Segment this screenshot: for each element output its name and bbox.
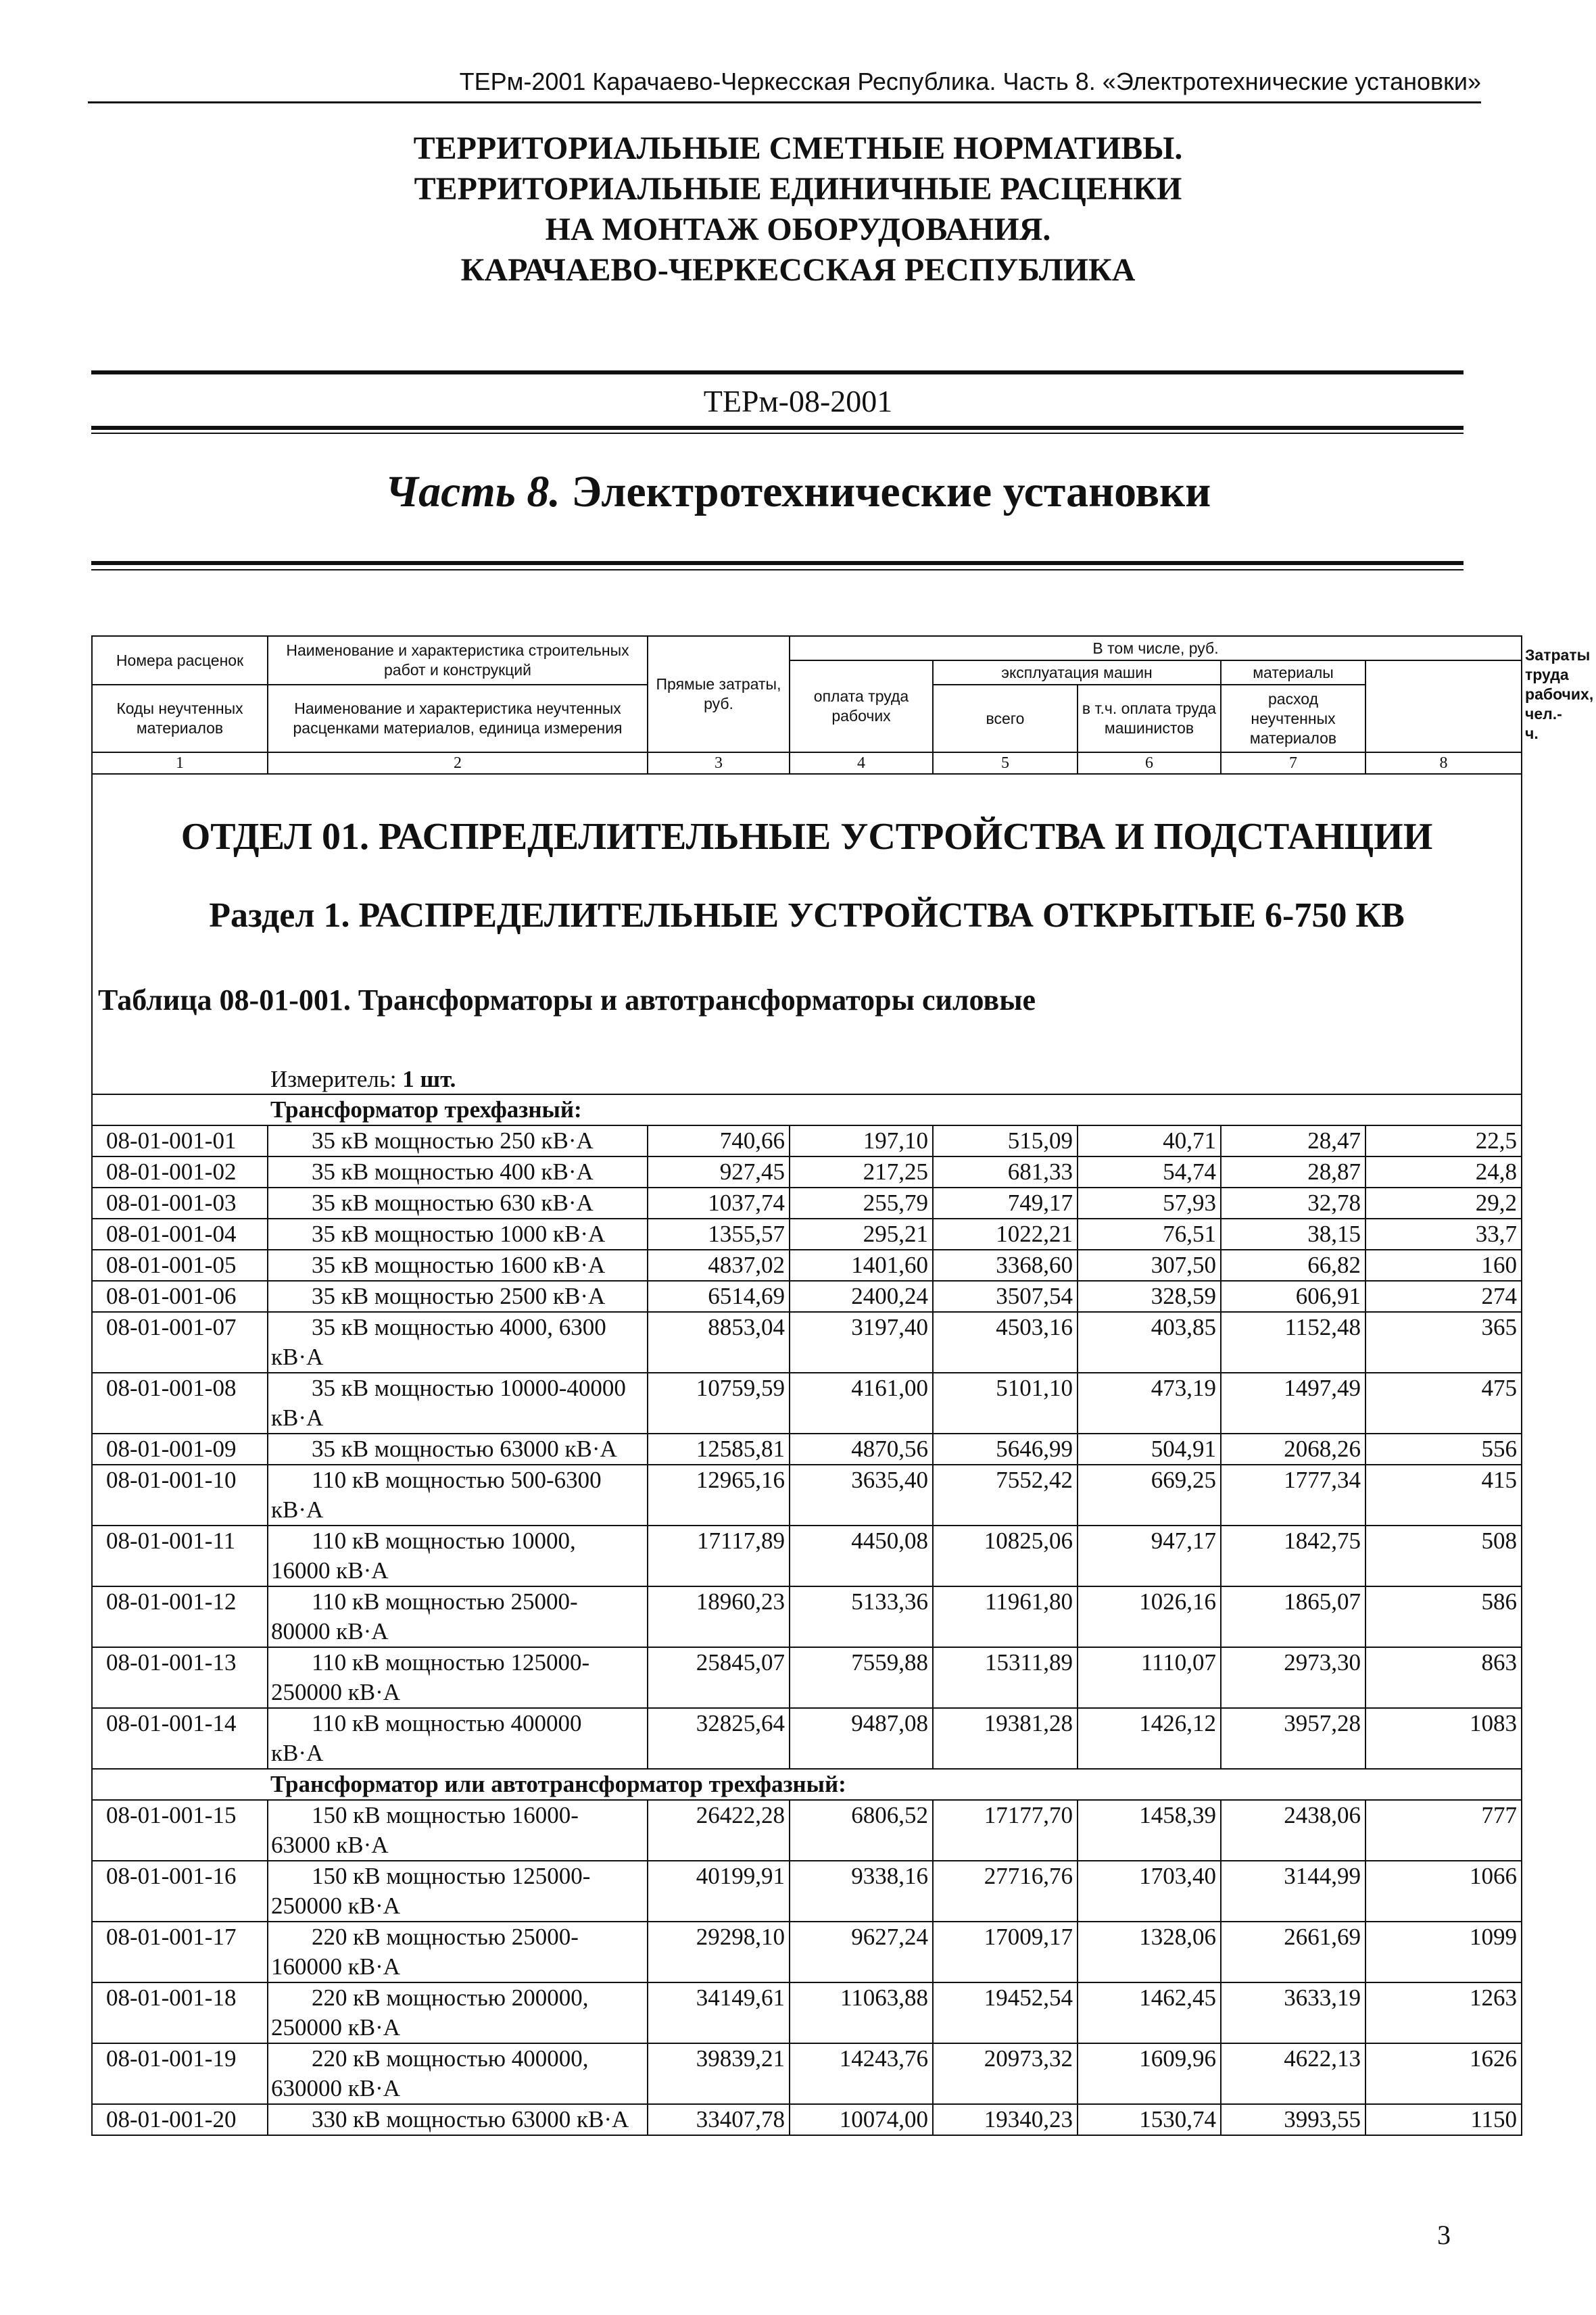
direct-costs: 32825,64 <box>648 1708 790 1769</box>
labor-hours: 1626 <box>1365 2043 1522 2104</box>
rate-code: 08-01-001-09 <box>92 1434 268 1465</box>
header-machinist-wages: в т.ч. оплата труда машинистов <box>1078 685 1221 752</box>
work-description-line: 110 кВ мощностью 500-6300 <box>312 1467 602 1493</box>
work-description <box>268 1586 648 1647</box>
table-row <box>92 2043 1522 2104</box>
materials: 2068,26 <box>1221 1434 1365 1465</box>
labor-hours: 1150 <box>1365 2104 1522 2135</box>
table-row <box>92 1861 1522 1922</box>
machinist-wages: 669,25 <box>1078 1465 1221 1526</box>
header-materials: материалы <box>1221 660 1365 685</box>
workers-wages: 4450,08 <box>790 1526 933 1586</box>
materials: 2661,69 <box>1221 1922 1365 1982</box>
rate-code: 08-01-001-19 <box>92 2043 268 2104</box>
labor-hours: 1263 <box>1365 1982 1522 2043</box>
title-line: ТЕРРИТОРИАЛЬНЫЕ ЕДИНИЧНЫЕ РАСЦЕНКИ <box>414 171 1182 207</box>
workers-wages: 9487,08 <box>790 1708 933 1769</box>
machinist-wages: 504,91 <box>1078 1434 1221 1465</box>
work-description-line: 35 кВ мощностью 250 кВ·А <box>312 1127 594 1154</box>
workers-wages: 4161,00 <box>790 1373 933 1434</box>
divider <box>91 370 1464 374</box>
group-row <box>92 1769 1522 1800</box>
page-number: 3 <box>1437 2220 1451 2250</box>
work-description-line: 35 кВ мощностью 1600 кВ·А <box>312 1252 606 1278</box>
direct-costs: 740,66 <box>648 1125 790 1156</box>
direct-costs: 33407,78 <box>648 2104 790 2135</box>
workers-wages: 14243,76 <box>790 2043 933 2104</box>
machinist-wages: 947,17 <box>1078 1526 1221 1586</box>
work-description-line: 35 кВ мощностью 10000-40000 <box>312 1375 626 1401</box>
labor-hours: 29,2 <box>1365 1188 1522 1219</box>
materials: 4622,13 <box>1221 2043 1365 2104</box>
materials: 66,82 <box>1221 1250 1365 1281</box>
workers-wages: 4870,56 <box>790 1434 933 1465</box>
machinist-wages: 54,74 <box>1078 1156 1221 1188</box>
machinist-wages: 403,85 <box>1078 1312 1221 1373</box>
part-prefix: Часть 8. <box>385 467 560 516</box>
rate-code: 08-01-001-10 <box>92 1465 268 1526</box>
direct-costs: 17117,89 <box>648 1526 790 1586</box>
column-number: 8 <box>1365 752 1522 774</box>
materials: 1842,75 <box>1221 1526 1365 1586</box>
machines-total: 10825,06 <box>933 1526 1078 1586</box>
machines-total: 1022,21 <box>933 1219 1078 1250</box>
work-description-line: 110 кВ мощностью 125000- <box>312 1649 590 1676</box>
workers-wages: 9338,16 <box>790 1861 933 1922</box>
machinist-wages: 1530,74 <box>1078 2104 1221 2135</box>
machines-total: 19452,54 <box>933 1982 1078 2043</box>
work-description <box>268 1861 648 1922</box>
direct-costs: 1355,57 <box>648 1219 790 1250</box>
work-description <box>268 1373 648 1434</box>
work-description-line: кВ·А <box>271 1405 324 1431</box>
materials: 28,47 <box>1221 1125 1365 1156</box>
labor-hours: 1066 <box>1365 1861 1522 1922</box>
table-row <box>92 1188 1522 1219</box>
work-description <box>268 1125 648 1156</box>
column-number: 1 <box>92 752 268 774</box>
table-row <box>92 1708 1522 1769</box>
part-name: Электротехнические установки <box>571 467 1211 516</box>
labor-hours: 415 <box>1365 1465 1522 1526</box>
labor-hours: 365 <box>1365 1312 1522 1373</box>
machines-total: 15311,89 <box>933 1647 1078 1708</box>
work-description <box>268 1647 648 1708</box>
work-description-line: 35 кВ мощностью 2500 кВ·А <box>312 1283 606 1309</box>
column-number: 6 <box>1078 752 1221 774</box>
materials: 1497,49 <box>1221 1373 1365 1434</box>
work-description <box>268 1434 648 1465</box>
direct-costs: 26422,28 <box>648 1800 790 1861</box>
table-row <box>92 1982 1522 2043</box>
labor-hours: 586 <box>1365 1586 1522 1647</box>
header-material-codes: Коды неучтенных материалов <box>92 685 268 752</box>
machinist-wages: 328,59 <box>1078 1281 1221 1312</box>
workers-wages: 7559,88 <box>790 1647 933 1708</box>
table-row <box>92 1373 1522 1434</box>
running-header: ТЕРм-2001 Карачаево-Черкесская Республика. Часть 8. «Электротехнические установки» <box>88 68 1481 103</box>
rate-code: 08-01-001-08 <box>92 1373 268 1434</box>
work-description-line: 150 кВ мощностью 125000- <box>312 1863 591 1889</box>
header-works-name: Наименование и характеристика строительных работ и конструкций <box>268 636 648 685</box>
labor-hours: 1083 <box>1365 1708 1522 1769</box>
machinist-wages: 40,71 <box>1078 1125 1221 1156</box>
machines-total: 19340,23 <box>933 2104 1078 2135</box>
materials: 32,78 <box>1221 1188 1365 1219</box>
table-row <box>92 1156 1522 1188</box>
materials: 1152,48 <box>1221 1312 1365 1373</box>
rate-code: 08-01-001-17 <box>92 1922 268 1982</box>
direct-costs: 34149,61 <box>648 1982 790 2043</box>
work-description <box>268 1526 648 1586</box>
materials: 28,87 <box>1221 1156 1365 1188</box>
labor-hours: 475 <box>1365 1373 1522 1434</box>
rate-code: 08-01-001-07 <box>92 1312 268 1373</box>
work-description-line: 250000 кВ·А <box>271 1679 401 1705</box>
work-description-line: 35 кВ мощностью 630 кВ·А <box>312 1190 594 1216</box>
direct-costs: 6514,69 <box>648 1281 790 1312</box>
work-description <box>268 1281 648 1312</box>
table-row <box>92 1219 1522 1250</box>
workers-wages: 9627,24 <box>790 1922 933 1982</box>
column-number: 4 <box>790 752 933 774</box>
table-row <box>92 1800 1522 1861</box>
labor-hours: 508 <box>1365 1526 1522 1586</box>
work-description-line: 63000 кВ·А <box>271 1832 389 1858</box>
workers-wages: 255,79 <box>790 1188 933 1219</box>
workers-wages: 6806,52 <box>790 1800 933 1861</box>
rate-code: 08-01-001-12 <box>92 1586 268 1647</box>
work-description <box>268 1219 648 1250</box>
rate-code: 08-01-001-18 <box>92 1982 268 2043</box>
rate-code: 08-01-001-04 <box>92 1219 268 1250</box>
work-description <box>268 1922 648 1982</box>
rate-code: 08-01-001-16 <box>92 1861 268 1922</box>
labor-hours: 274 <box>1365 1281 1522 1312</box>
workers-wages: 10074,00 <box>790 2104 933 2135</box>
labor-hours: 33,7 <box>1365 1219 1522 1250</box>
document-code: ТЕРм-08-2001 <box>703 384 893 418</box>
labor-hours: 24,8 <box>1365 1156 1522 1188</box>
materials: 2973,30 <box>1221 1647 1365 1708</box>
direct-costs: 4837,02 <box>648 1250 790 1281</box>
direct-costs: 25845,07 <box>648 1647 790 1708</box>
machinist-wages: 307,50 <box>1078 1250 1221 1281</box>
column-number: 7 <box>1221 752 1365 774</box>
work-description-line: 35 кВ мощностью 4000, 6300 <box>312 1314 606 1340</box>
workers-wages: 5133,36 <box>790 1586 933 1647</box>
machines-total: 17177,70 <box>933 1800 1078 1861</box>
table-row <box>92 2104 1522 2135</box>
materials: 3993,55 <box>1221 2104 1365 2135</box>
materials: 3633,19 <box>1221 1982 1365 2043</box>
labor-hours: 22,5 <box>1365 1125 1522 1156</box>
materials: 3144,99 <box>1221 1861 1365 1922</box>
work-description <box>268 1250 648 1281</box>
table-row <box>92 1250 1522 1281</box>
work-description <box>268 1708 648 1769</box>
unit-label: Измеритель: <box>270 1066 397 1092</box>
header-materials-consumption: расход неучтенных материалов <box>1221 685 1365 752</box>
machines-total: 3368,60 <box>933 1250 1078 1281</box>
rate-code: 08-01-001-03 <box>92 1188 268 1219</box>
direct-costs: 12965,16 <box>648 1465 790 1526</box>
machinist-wages: 473,19 <box>1078 1373 1221 1434</box>
table-row <box>92 1465 1522 1526</box>
rate-code: 08-01-001-14 <box>92 1708 268 1769</box>
header-wages: оплата труда рабочих <box>790 660 933 752</box>
materials: 1777,34 <box>1221 1465 1365 1526</box>
labor-hours: 777 <box>1365 1800 1522 1861</box>
work-description <box>268 1156 648 1188</box>
work-description-line: 250000 кВ·А <box>271 1893 401 1919</box>
title-line: НА МОНТАЖ ОБОРУДОВАНИЯ. <box>545 212 1051 247</box>
table-body <box>92 1094 1522 2135</box>
machines-total: 749,17 <box>933 1188 1078 1219</box>
work-description-line: 110 кВ мощностью 25000- <box>312 1588 578 1615</box>
machines-total: 20973,32 <box>933 2043 1078 2104</box>
machinist-wages: 1110,07 <box>1078 1647 1221 1708</box>
direct-costs: 8853,04 <box>648 1312 790 1373</box>
materials: 606,91 <box>1221 1281 1365 1312</box>
machines-total: 4503,16 <box>933 1312 1078 1373</box>
workers-wages: 197,10 <box>790 1125 933 1156</box>
table-row <box>92 1312 1522 1373</box>
work-description-line: 16000 кВ·А <box>271 1557 389 1584</box>
materials: 3957,28 <box>1221 1708 1365 1769</box>
labor-hours: 160 <box>1365 1250 1522 1281</box>
divider <box>91 426 1464 430</box>
work-description-line: 35 кВ мощностью 400 кВ·А <box>312 1159 594 1185</box>
document-title <box>0 128 1596 291</box>
work-description-line: 220 кВ мощностью 200000, <box>312 1984 589 2011</box>
machines-total: 7552,42 <box>933 1465 1078 1526</box>
work-description <box>268 1312 648 1373</box>
machines-total: 681,33 <box>933 1156 1078 1188</box>
divider <box>91 569 1464 570</box>
machinist-wages: 1609,96 <box>1078 2043 1221 2104</box>
machinist-wages: 1703,40 <box>1078 1861 1221 1922</box>
group-row <box>92 1094 1522 1125</box>
column-number: 2 <box>268 752 648 774</box>
division-heading: ОТДЕЛ 01. РАСПРЕДЕЛИТЕЛЬНЫЕ УСТРОЙСТВА И ПОДСТАНЦИИ <box>180 816 1433 858</box>
machines-total: 19381,28 <box>933 1708 1078 1769</box>
rate-code: 08-01-001-15 <box>92 1800 268 1861</box>
header-direct-costs: Прямые затраты, руб. <box>648 636 790 752</box>
divider <box>91 561 1464 565</box>
table-row <box>92 1647 1522 1708</box>
work-description-line: 250000 кВ·А <box>271 2014 401 2041</box>
header-machines: эксплуатация машин <box>933 660 1221 685</box>
table-row <box>92 1434 1522 1465</box>
work-description <box>268 1465 648 1526</box>
machinist-wages: 76,51 <box>1078 1219 1221 1250</box>
rate-code: 08-01-001-20 <box>92 2104 268 2135</box>
work-description-line: кВ·А <box>271 1496 324 1523</box>
work-description-line: кВ·А <box>271 1344 324 1370</box>
rate-code: 08-01-001-01 <box>92 1125 268 1156</box>
section-heading: Раздел 1. РАСПРЕДЕЛИТЕЛЬНЫЕ УСТРОЙСТВА ОТКРЫТЫЕ 6-750 КВ <box>209 896 1405 935</box>
header-rate-numbers: Номера расценок <box>92 636 268 685</box>
work-description-line: 80000 кВ·А <box>271 1618 389 1644</box>
title-line: ТЕРРИТОРИАЛЬНЫЕ СМЕТНЫЕ НОРМАТИВЫ. <box>413 130 1183 166</box>
column-number: 3 <box>648 752 790 774</box>
workers-wages: 1401,60 <box>790 1250 933 1281</box>
work-description-line: 330 кВ мощностью 63000 кВ·А <box>312 2106 629 2133</box>
work-description <box>268 1800 648 1861</box>
work-description <box>268 1982 648 2043</box>
machinist-wages: 57,93 <box>1078 1188 1221 1219</box>
machinist-wages: 1328,06 <box>1078 1922 1221 1982</box>
divider <box>91 433 1464 434</box>
column-number: 5 <box>933 752 1078 774</box>
rate-code: 08-01-001-11 <box>92 1526 268 1586</box>
work-description <box>268 2104 648 2135</box>
work-description <box>268 1188 648 1219</box>
table-row <box>92 1125 1522 1156</box>
machines-total: 11961,80 <box>933 1586 1078 1647</box>
labor-hours: 1099 <box>1365 1922 1522 1982</box>
direct-costs: 18960,23 <box>648 1586 790 1647</box>
work-description-line: 35 кВ мощностью 63000 кВ·А <box>312 1436 617 1462</box>
workers-wages: 295,21 <box>790 1219 933 1250</box>
work-description-line: кВ·А <box>271 1740 324 1766</box>
machinist-wages: 1026,16 <box>1078 1586 1221 1647</box>
labor-hours: 863 <box>1365 1647 1522 1708</box>
rate-code: 08-01-001-02 <box>92 1156 268 1188</box>
work-description-line: 110 кВ мощностью 400000 <box>312 1710 582 1736</box>
direct-costs: 10759,59 <box>648 1373 790 1434</box>
direct-costs: 40199,91 <box>648 1861 790 1922</box>
work-description <box>268 2043 648 2104</box>
machines-total: 5101,10 <box>933 1373 1078 1434</box>
work-description-line: 220 кВ мощностью 25000- <box>312 1924 579 1950</box>
work-description-line: 160000 кВ·А <box>271 1953 401 1980</box>
workers-wages: 217,25 <box>790 1156 933 1188</box>
machinist-wages: 1426,12 <box>1078 1708 1221 1769</box>
machines-total: 17009,17 <box>933 1922 1078 1982</box>
machines-total: 5646,99 <box>933 1434 1078 1465</box>
work-description-line: 35 кВ мощностью 1000 кВ·А <box>312 1221 606 1247</box>
workers-wages: 2400,24 <box>790 1281 933 1312</box>
materials: 2438,06 <box>1221 1800 1365 1861</box>
section-block <box>92 774 1522 1065</box>
column-numbers-row <box>92 752 1522 774</box>
workers-wages: 3635,40 <box>790 1465 933 1526</box>
direct-costs: 927,45 <box>648 1156 790 1188</box>
group-title: Трансформатор трехфазный: <box>268 1094 1522 1125</box>
rate-code: 08-01-001-13 <box>92 1647 268 1708</box>
rates-table: Номера расценок Наименование и характеристика строительных работ и конструкций Прямые затраты, руб. В том числе, руб. Затраты труда рабочих, чел.-ч. оплата труда рабочих эксплуатация машин материалы Коды неучтенных материалов Наименование и характеристика неучтенных расценками материалов, единица измерения всего в т.ч. оплата труда машинистов расход неучтенных материалов 1 2 3 4 5 6 7 8 ОТДЕЛ 01. РАСПРЕДЕЛИТЕЛЬНЫЕ УСТРОЙСТВА И ПОДСТАНЦИИ Раздел 1. РАСПРЕДЕЛИТЕЛЬНЫЕ УСТРОЙСТВА ОТКРЫТЫЕ 6-750 КВ Таблица 08-01-001. Трансформаторы и автотрансформаторы силовые Измеритель: 1 шт. Трансформатор трехфазный: 08-01-001-01 35 кВ мощностью 250 кВ·А 740,66 197,10 515,09 40,71 28,47 22,5 08-01-001-02 35 кВ мощностью 400 кВ·А 927,45 217,25 681,33 54,74 28,87 24,8 08-01-001-03 35 кВ мощностью 630 кВ·А 1037,74 255,79 749,17 57,93 32,78 29,2 08-01-001-04 35 кВ мощностью 1000 кВ·А 1355,57 295,21 1022,21 76,51 38,15 33,7 08-01-001-05 35 кВ мощностью 1600 кВ·А 4837,02 1401,60 3368,60 307,50 66,82 160 08-01-001-06 35 кВ мощностью 2500 кВ·А 6514,69 2400,24 3507,54 328,59 606,91 274 08-01-001-07 35 кВ мощностью 4000, 6300 кВ·А 8853,04 3197,40 4503,16 403,85 1152,48 365 08-01-001-08 35 кВ мощностью 10000-40000 кВ·А 10759,59 4161,00 5101,10 473,19 1497,49 475 08-01-001-09 35 кВ мощностью 63000 кВ·А 12585,81 4870,56 5646,99 504,91 2068,26 556 08-01-001-10 110 кВ мощностью 500-6300 кВ·А 12965,16 3635,40 7552,42 669,25 1777,34 415 08-01-001-11 110 кВ мощностью 10000, 16000 кВ·А 17117,89 4450,08 10825,06 947,17 1842,75 508 08-01-001-12 110 кВ мощностью 25000- 80000 кВ·А 18960,23 5133,36 11961,80 1026,16 1865,07 586 08-01-001-13 110 кВ мощностью 125000- 250000 кВ·А 25845,07 7559,88 15311,89 1110,07 2973,30 863 08-01-001-14 110 кВ мощностью 400000 кВ·А 32825,64 9487,08 19381,28 1426,12 3957,28 1083 Трансформатор или автотрансформатор трехфазный: 08-01-001-15 150 кВ мощностью 16000- 63000 кВ·А 26422,28 6806,52 17177,70 1458,39 2438,06 777 08-01-001-16 150 кВ мощностью 125000- 250000 кВ·А 40199,91 9338,16 27716,76 1703,40 3144,99 1066 08-01-001-17 220 кВ мощностью 25000- 160000 кВ·А 29298,10 9627,24 17009,17 1328,06 2661,69 1099 08-01-001-18 220 кВ мощностью 200000, 250000 кВ·А 34149,61 11063,88 19452,54 1462,45 3633,19 1263 08-01-001-19 220 кВ мощностью 400000, 630000 кВ·А 39839,21 14243,76 20973,32 1609,96 4622,13 1626 08-01-001-20 330 кВ мощностью 63000 кВ·А 33407,78 10074,00 19340,23 1530,74 3993,55 1150 <box>91 635 1522 2136</box>
direct-costs: 29298,10 <box>648 1922 790 1982</box>
work-description-line: 150 кВ мощностью 16000- <box>312 1802 579 1828</box>
table-row <box>92 1922 1522 1982</box>
labor-hours: 556 <box>1365 1434 1522 1465</box>
rate-code: 08-01-001-06 <box>92 1281 268 1312</box>
header-materials-name: Наименование и характеристика неучтенных расценками материалов, единица измерения <box>268 685 648 752</box>
direct-costs: 1037,74 <box>648 1188 790 1219</box>
work-description-line: 110 кВ мощностью 10000, <box>312 1528 576 1554</box>
machines-total: 27716,76 <box>933 1861 1078 1922</box>
direct-costs: 39839,21 <box>648 2043 790 2104</box>
unit-of-measure <box>268 1065 1522 1094</box>
direct-costs: 12585,81 <box>648 1434 790 1465</box>
part-title <box>0 466 1596 518</box>
materials: 38,15 <box>1221 1219 1365 1250</box>
machinist-wages: 1458,39 <box>1078 1800 1221 1861</box>
table-row <box>92 1526 1522 1586</box>
group-title: Трансформатор или автотрансформатор трехфазный: <box>268 1769 1522 1800</box>
machines-total: 515,09 <box>933 1125 1078 1156</box>
work-description-line: 220 кВ мощностью 400000, <box>312 2045 589 2072</box>
work-description-line: 630000 кВ·А <box>271 2075 401 2101</box>
rate-code: 08-01-001-05 <box>92 1250 268 1281</box>
workers-wages: 3197,40 <box>790 1312 933 1373</box>
machines-total: 3507,54 <box>933 1281 1078 1312</box>
header-including: В том числе, руб. <box>790 636 1522 660</box>
materials: 1865,07 <box>1221 1586 1365 1647</box>
header-machines-total: всего <box>933 685 1078 752</box>
unit-value: 1 шт. <box>402 1066 456 1092</box>
table-title: Таблица 08-01-001. Трансформаторы и автотрансформаторы силовые <box>98 983 1036 1017</box>
table-row <box>92 1586 1522 1647</box>
machinist-wages: 1462,45 <box>1078 1982 1221 2043</box>
title-line: КАРАЧАЕВО-ЧЕРКЕССКАЯ РЕСПУБЛИКА <box>460 252 1136 288</box>
workers-wages: 11063,88 <box>790 1982 933 2043</box>
table-row <box>92 1281 1522 1312</box>
